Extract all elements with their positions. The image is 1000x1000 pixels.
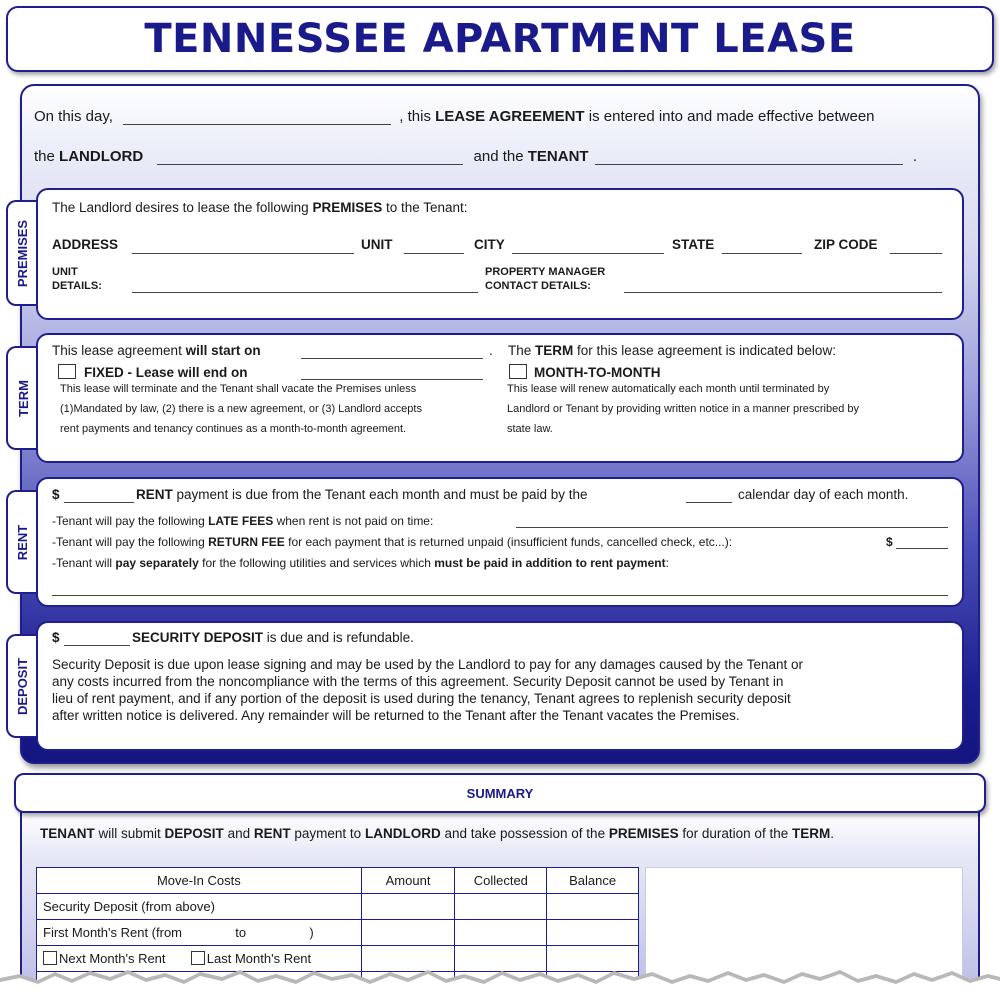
utilities-line bbox=[52, 556, 669, 570]
intro-lease-agreement: LEASE AGREEMENT bbox=[435, 108, 585, 125]
tenant-field[interactable] bbox=[595, 151, 903, 165]
deposit-para-2: any costs incurred from the noncompliance with the terms of this agreement. Security Deposit cannot be used by Tenant in bbox=[52, 674, 784, 689]
intro-effective: is entered into and made effective between bbox=[588, 108, 875, 125]
security-collected-cell[interactable] bbox=[455, 894, 547, 920]
late-fee-line bbox=[52, 514, 433, 528]
title-banner bbox=[6, 6, 994, 72]
deposit-due-line bbox=[132, 630, 414, 645]
row-first-month-label bbox=[37, 920, 362, 946]
late-fee-field[interactable] bbox=[516, 527, 948, 528]
tab-rent-label: RENT bbox=[15, 524, 31, 560]
pm-label-1: PROPERTY MANAGER bbox=[485, 266, 606, 278]
state-label: STATE bbox=[672, 237, 715, 252]
first-month-c: ) bbox=[309, 925, 314, 940]
deposit-bold: SECURITY DEPOSIT bbox=[132, 630, 264, 645]
rent-due-line bbox=[136, 487, 588, 502]
late-pre: -Tenant will pay the following bbox=[52, 514, 205, 528]
term-start-pre: This lease agreement bbox=[52, 343, 182, 358]
security-amount-cell[interactable] bbox=[361, 894, 455, 920]
address-label: ADDRESS bbox=[52, 237, 119, 252]
tab-premises-label: PREMISES bbox=[15, 219, 31, 287]
month-to-month-checkbox[interactable] bbox=[509, 364, 527, 379]
util-bold-2: must be paid in addition to rent payment bbox=[434, 556, 666, 570]
next-month-label: Next Month's Rent bbox=[59, 951, 166, 966]
intro-and-the: and the bbox=[473, 148, 524, 165]
util-mid: for the following utilities and services which bbox=[202, 556, 431, 570]
unit-field[interactable] bbox=[404, 253, 464, 254]
fixed-desc-1: This lease will terminate and the Tenant shall vacate the Premises unless bbox=[60, 383, 417, 395]
city-label: CITY bbox=[474, 237, 505, 252]
intro-line-1 bbox=[34, 108, 875, 125]
premises-intro bbox=[52, 200, 468, 215]
deposit-para-1: Security Deposit is due upon lease signing and may be used by the Landlord to pay for any damages caused by the Tenant or bbox=[52, 657, 803, 672]
table-row bbox=[37, 894, 639, 920]
summary-premises: PREMISES bbox=[608, 826, 679, 841]
landlord-field[interactable] bbox=[157, 151, 463, 165]
summary-text bbox=[40, 826, 834, 841]
first-month-b: to bbox=[235, 925, 247, 940]
summary-t6: . bbox=[830, 826, 834, 841]
tab-term bbox=[6, 346, 38, 450]
first-month-balance-cell[interactable] bbox=[547, 920, 639, 946]
rent-text: payment is due from the Tenant each month and must be paid by the bbox=[176, 487, 588, 502]
intro-tenant: TENANT bbox=[527, 148, 589, 165]
deposit-dollar: $ bbox=[52, 630, 60, 645]
intro-on-this-day: On this day, bbox=[34, 108, 113, 125]
intro-the: the bbox=[34, 148, 55, 165]
fixed-desc-2: (1)Mandated by law, (2) there is a new agreement, or (3) Landlord accepts bbox=[60, 403, 422, 415]
table-header-row bbox=[37, 868, 639, 894]
term-type-line bbox=[508, 343, 836, 358]
month-to-month-label: MONTH-TO-MONTH bbox=[534, 365, 661, 380]
term-start-period: . bbox=[489, 343, 493, 358]
summary-term: TERM bbox=[791, 826, 831, 841]
summary-t3: payment to bbox=[294, 826, 362, 841]
fixed-checkbox[interactable] bbox=[58, 364, 76, 379]
return-bold: RETURN FEE bbox=[208, 535, 285, 549]
rent-dollar: $ bbox=[52, 487, 60, 502]
util-pre: -Tenant will bbox=[52, 556, 113, 570]
return-fee-line bbox=[52, 535, 732, 549]
header-amount: Amount bbox=[361, 868, 455, 894]
utilities-field[interactable] bbox=[52, 595, 948, 596]
mtm-desc-3: state law. bbox=[507, 423, 553, 435]
header-balance: Balance bbox=[547, 868, 639, 894]
state-field[interactable] bbox=[722, 253, 802, 254]
util-colon: : bbox=[665, 556, 669, 570]
rent-due-day-field[interactable] bbox=[686, 502, 732, 503]
date-field[interactable] bbox=[123, 111, 391, 125]
unit-details-label-1: UNIT bbox=[52, 266, 78, 278]
zip-field[interactable] bbox=[890, 253, 942, 254]
deposit-amount-field[interactable] bbox=[64, 645, 130, 646]
fixed-desc-3: rent payments and tenancy continues as a month-to-month agreement. bbox=[60, 423, 407, 435]
table-row bbox=[37, 920, 639, 946]
unit-details-field[interactable] bbox=[132, 292, 478, 293]
tab-rent bbox=[6, 490, 38, 594]
intro-landlord: LANDLORD bbox=[59, 148, 144, 165]
util-bold-1: pay separately bbox=[115, 556, 199, 570]
first-month-amount-cell[interactable] bbox=[361, 920, 455, 946]
intro-period: . bbox=[912, 148, 918, 165]
security-balance-cell[interactable] bbox=[547, 894, 639, 920]
pm-label-2: CONTACT DETAILS: bbox=[485, 280, 591, 292]
tab-premises bbox=[6, 200, 38, 306]
return-fee-dollar: $ bbox=[886, 535, 893, 549]
rent-end: calendar day of each month. bbox=[738, 487, 909, 502]
summary-rent: RENT bbox=[253, 826, 291, 841]
header-move-in-costs: Move-In Costs bbox=[37, 868, 362, 894]
summary-t4: and take possession of the bbox=[444, 826, 606, 841]
summary-t1: will submit bbox=[98, 826, 161, 841]
summary-landlord: LANDLORD bbox=[364, 826, 441, 841]
summary-deposit: DEPOSIT bbox=[164, 826, 224, 841]
return-pre: -Tenant will pay the following bbox=[52, 535, 205, 549]
unit-label: UNIT bbox=[361, 237, 393, 252]
term-type-pre: The bbox=[508, 343, 532, 358]
zip-label: ZIP CODE bbox=[814, 237, 878, 252]
premises-intro-bold: PREMISES bbox=[312, 200, 383, 215]
deposit-post: is due and is refundable. bbox=[266, 630, 414, 645]
mtm-desc-2: Landlord or Tenant by providing written notice in a manner prescribed by bbox=[507, 403, 859, 415]
late-post: when rent is not paid on time: bbox=[276, 514, 434, 528]
unit-details-label-2: DETAILS: bbox=[52, 280, 102, 292]
deposit-para-3: lieu of rent payment, and if any portion of the deposit is used during the tenancy, Tenant agrees to replenish security deposit bbox=[52, 691, 791, 706]
late-bold: LATE FEES bbox=[208, 514, 274, 528]
header-collected: Collected bbox=[455, 868, 547, 894]
summary-t5: for duration of the bbox=[682, 826, 789, 841]
premises-intro-post: to the Tenant: bbox=[385, 200, 468, 215]
start-date-field[interactable] bbox=[301, 358, 483, 359]
document-title: TENNESSEE APARTMENT LEASE bbox=[144, 16, 856, 62]
rent-amount-field[interactable] bbox=[64, 502, 134, 503]
first-month-collected-cell[interactable] bbox=[455, 920, 547, 946]
return-post: for each payment that is returned unpaid (insufficient funds, cancelled check, etc...): bbox=[288, 535, 733, 549]
fixed-label: FIXED - Lease will end on bbox=[84, 365, 248, 380]
term-type-post: for this lease agreement is indicated below: bbox=[577, 343, 836, 358]
tab-deposit-label: DEPOSIT bbox=[15, 657, 31, 715]
summary-t2: and bbox=[227, 826, 251, 841]
summary-heading: SUMMARY bbox=[14, 773, 986, 813]
summary-tenant: TENANT bbox=[40, 826, 95, 841]
term-type-bold: TERM bbox=[535, 343, 574, 358]
return-fee-field[interactable] bbox=[896, 548, 948, 549]
intro-this: , this bbox=[399, 108, 431, 125]
term-start-line bbox=[52, 343, 261, 358]
term-start-bold: will start on bbox=[185, 343, 261, 358]
city-field[interactable] bbox=[512, 253, 664, 254]
torn-edge-decoration bbox=[0, 962, 1000, 1000]
tab-deposit bbox=[6, 634, 38, 738]
deposit-para-4: after written notice is delivered. Any remainder will be returned to the Tenant after the Tenant vacates the Premises. bbox=[52, 708, 740, 723]
pm-contact-field[interactable] bbox=[624, 292, 942, 293]
intro-line-2 bbox=[34, 148, 917, 165]
end-date-field[interactable] bbox=[301, 379, 483, 380]
rent-bold: RENT bbox=[136, 487, 173, 502]
mtm-desc-1: This lease will renew automatically each month until terminated by bbox=[507, 383, 830, 395]
address-field[interactable] bbox=[132, 253, 354, 254]
row-security-label: Security Deposit (from above) bbox=[37, 894, 362, 920]
premises-intro-pre: The Landlord desires to lease the following bbox=[52, 200, 309, 215]
first-month-a: First Month's Rent (from bbox=[43, 925, 183, 940]
tab-term-label: TERM bbox=[15, 379, 31, 417]
last-month-label: Last Month's Rent bbox=[206, 951, 312, 966]
